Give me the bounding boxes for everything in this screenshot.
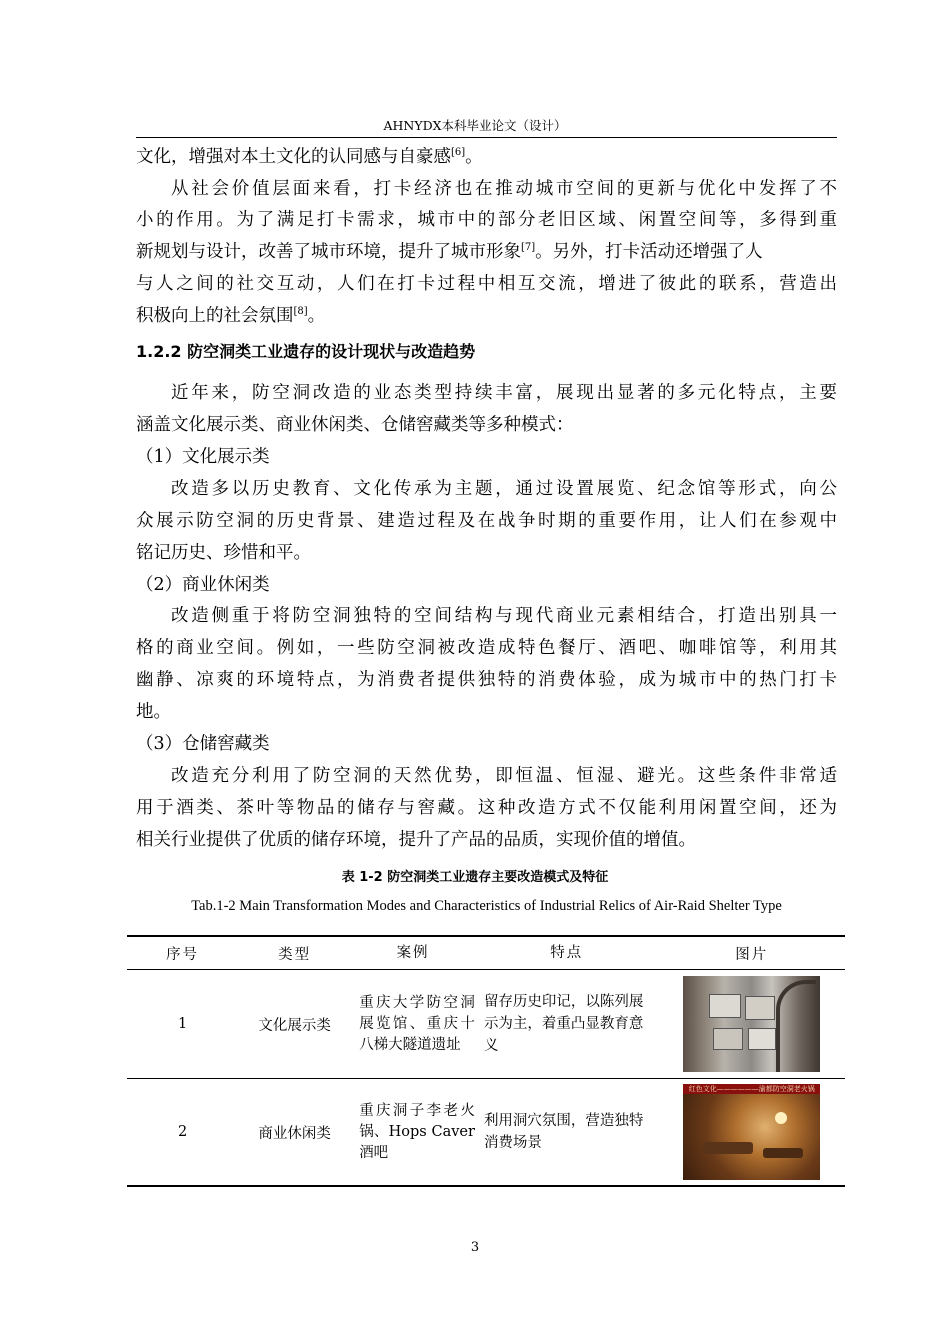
body-line: 文化，增强对本土文化的认同感与自豪感[6]。 xyxy=(136,147,483,167)
col-header-case: 案例 xyxy=(351,936,476,970)
col-header-image: 图片 xyxy=(658,936,845,970)
table-row xyxy=(127,970,845,1079)
body-line: 格的商业空间。例如，一些防空洞被改造成特色餐厅、酒吧、咖啡馆等，利用其 xyxy=(136,638,837,658)
body-line: 改造侧重于将防空洞独特的空间结构与现代商业元素相结合，打造出别具一 xyxy=(171,606,837,626)
col-header-type: 类型 xyxy=(238,936,351,970)
table-row xyxy=(127,1079,845,1187)
col-header-feature: 特点 xyxy=(476,936,659,970)
cell-feature: 留存历史印记，以陈列展示为主，着重凸显教育意义 xyxy=(476,970,659,1079)
body-line: 改造多以历史教育、文化传承为主题，通过设置展览、纪念馆等形式，向公 xyxy=(171,479,837,499)
table-caption-cn: 表 1-2 防空洞类工业遗存主要改造模式及特征 xyxy=(341,870,609,885)
photo-banner: 红色文化——————渝都防空洞老火锅 xyxy=(683,1084,820,1094)
exhibition-photo-icon xyxy=(683,976,820,1072)
cell-type: 商业休闲类 xyxy=(258,1125,331,1142)
citation: [6] xyxy=(451,147,466,158)
body-line: 积极向上的社会氛围[8]。 xyxy=(136,306,326,326)
cell-image xyxy=(658,970,845,1079)
body-line: 与人之间的社交互动，人们在打卡过程中相互交流，增进了彼此的联系，营造出 xyxy=(136,274,837,294)
page-number: 3 xyxy=(470,1240,480,1255)
section-heading: 1.2.2 防空洞类工业遗存的设计现状与改造趋势 xyxy=(136,342,476,361)
cell-case: 重庆洞子李老火锅、Hops Caver 酒吧 xyxy=(359,1102,475,1161)
cell-case: 重庆大学防空洞展览馆、重庆十八梯大隧道遗址 xyxy=(351,970,476,1079)
modes-table xyxy=(127,935,845,1187)
cell-feature: 利用洞穴氛围，营造独特消费场景 xyxy=(483,1113,644,1151)
body-line: 幽静、凉爽的环境特点，为消费者提供独特的消费体验，成为城市中的热门打卡 xyxy=(136,670,837,690)
running-header: AHNYDX本科毕业论文（设计） xyxy=(383,118,567,133)
table-header-row xyxy=(127,936,845,970)
body-line: 众展示防空洞的历史背景、建造过程及在战争时期的重要作用，让人们在参观中 xyxy=(136,511,837,531)
body-line: 近年来，防空洞改造的业态类型持续丰富，展现出显著的多元化特点，主要 xyxy=(171,383,837,403)
cell-image xyxy=(658,1079,845,1187)
body-line: 从社会价值层面来看，打卡经济也在推动城市空间的更新与优化中发挥了不 xyxy=(171,179,837,199)
citation: [7] xyxy=(521,242,536,253)
table-caption-en: Tab.1-2 Main Transformation Modes and Characteristics of Industrial Relics of Air-Raid Shelter Type xyxy=(191,898,782,914)
subsection-label: （1）文化展示类 xyxy=(136,447,270,467)
citation: [8] xyxy=(293,306,308,317)
restaurant-photo-icon xyxy=(683,1084,820,1180)
cell-no: 2 xyxy=(177,1124,188,1140)
col-header-no: 序号 xyxy=(127,936,238,970)
subsection-label: （3）仓储窖藏类 xyxy=(136,734,270,754)
header-rule xyxy=(136,137,837,138)
cell-type: 文化展示类 xyxy=(238,970,351,1079)
body-line: 地。 xyxy=(136,702,171,722)
cell-no: 1 xyxy=(127,970,238,1079)
subsection-label: （2）商业休闲类 xyxy=(136,575,270,595)
body-line: 新规划与设计，改善了城市环境，提升了城市形象[7]。另外，打卡活动还增强了人 xyxy=(136,242,763,262)
body-line: 相关行业提供了优质的储存环境，提升了产品的品质，实现价值的增值。 xyxy=(136,830,696,850)
body-line: 小的作用。为了满足打卡需求，城市中的部分老旧区域、闲置空间等，多得到重 xyxy=(136,210,837,230)
body-line: 改造充分利用了防空洞的天然优势，即恒温、恒湿、避光。这些条件非常适 xyxy=(171,766,837,786)
body-line: 铭记历史、珍惜和平。 xyxy=(136,543,311,563)
body-line: 涵盖文化展示类、商业休闲类、仓储窖藏类等多种模式： xyxy=(136,415,574,435)
body-line: 用于酒类、茶叶等物品的储存与窖藏。这种改造方式不仅能利用闲置空间，还为 xyxy=(136,798,837,818)
